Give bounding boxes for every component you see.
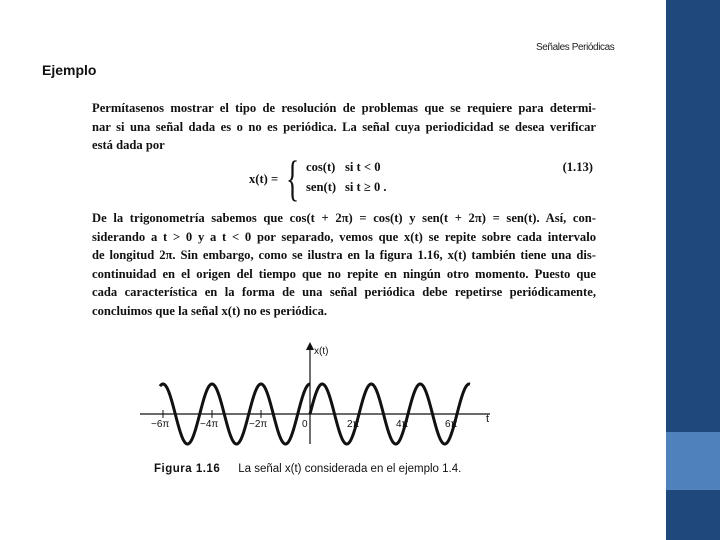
x-tick-label: 0 — [302, 419, 308, 430]
equation-lhs: x(t) = — [249, 172, 279, 186]
text-line: de longitud 2π. Sin embargo, como se ilustra en la figura 1.16, x(t) también tiene una dis- — [92, 248, 596, 262]
text-line: De la trigonometría sabemos que cos(t + 2π) = cos(t) y sen(t + 2π) = sen(t). Así, con- — [92, 211, 596, 225]
x-tick-label: −6π — [151, 419, 170, 430]
text-line: Permítasenos mostrar el tipo de resolución de problemas que se requiere para determi- — [92, 101, 596, 115]
y-axis-label: x(t) — [314, 346, 329, 357]
caption-text: La señal x(t) considerada en el ejemplo 1.4. — [238, 463, 462, 475]
equation-number: (1.13) — [562, 160, 593, 174]
x-tick-label: −2π — [249, 419, 268, 430]
case1-condition: si t < 0 — [345, 160, 381, 174]
x-tick-label: 6π — [445, 419, 458, 430]
paragraph-intro — [92, 99, 596, 155]
text-line: siderando a t > 0 y a t < 0 por separado, vemos que x(t) se repite sobre cada intervalo — [92, 229, 596, 244]
text-line: concluimos que la señal x(t) no es periódica. — [92, 303, 328, 318]
signal-plot — [140, 340, 500, 460]
equation-1-13 — [88, 150, 598, 206]
x-tick-label: 2π — [347, 419, 360, 430]
case1-expression: cos(t) — [306, 160, 336, 174]
sidebar-light-band — [666, 432, 720, 490]
text-line: nar si una señal dada es o no es periódica. La señal cuya periodicidad se desea verificar — [92, 119, 596, 134]
section-heading: Ejemplo — [42, 62, 97, 78]
text-line: está dada por — [92, 138, 165, 152]
left-brace: { — [286, 150, 300, 206]
x-tick-label: −4π — [200, 419, 219, 430]
figure-label: Figura 1.16 — [154, 463, 221, 475]
y-axis-arrow — [306, 342, 314, 350]
x-tick-label: 4π — [396, 419, 409, 430]
figure-caption — [154, 463, 461, 475]
case2-condition: si t ≥ 0 . — [345, 180, 387, 194]
paragraph-analysis — [92, 209, 596, 320]
text-line: cada característica en la forma de una señal periódica debe repetirse periódicamente, — [92, 285, 596, 299]
case2-expression: sen(t) — [306, 180, 337, 194]
text-line: continuidad en el origen del tiempo que no repite en ningún otro momento. Puesto que — [92, 266, 596, 281]
slide-title: Señales Periódicas — [536, 42, 615, 53]
x-axis-label: t — [486, 413, 490, 425]
